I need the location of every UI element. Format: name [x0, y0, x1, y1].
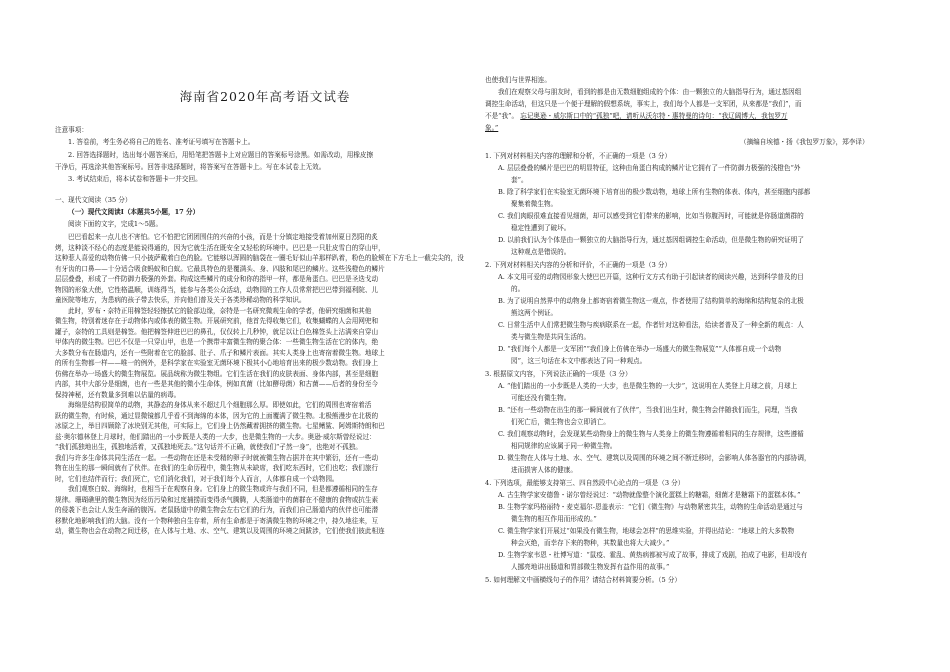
answer-option: 套”。	[511, 176, 528, 184]
answer-option: D. 以前我们认为个体是由一颗独立的大脑指导行为，通过基因组调控生命活动，但是微生物的研究证明了	[498, 236, 804, 244]
answer-option: 们死亡后，微生物也会立即消亡。	[511, 418, 610, 426]
passage-line: 烤，这种淡不经心的态度是能说得通的，因为它就生活在既安全又轻松的环境中。巴巴是一只肚皮雪白的穿山甲，	[55, 243, 385, 252]
subsection-heading: （一）现代文阅读Ⅰ（本题共5小题，17 分）	[68, 208, 200, 216]
question-stem: 5. 如何理解文中画横线句子的作用？请结合材料简要分析。（5 分）	[485, 576, 682, 584]
answer-option: A. 古生物学家安德鲁・诺尔曾经说过：“动物就像整个演化蛋糕上的糖霜，细菌才是糖霜下的蛋糕本体。”	[498, 491, 801, 499]
answer-option: 微生物的相互作用而形成的。”	[511, 515, 597, 523]
answer-option: C. 日常生活中人们常把微生物与疾病联系在一起，作者针对这种看法，给读者普及了一种全新的观点：人	[498, 321, 804, 329]
underlined-quote: 忘记奥逊・威尔斯口中的“孤独”吧，请听从沃尔特・惠特曼的诗句：“我辽阔博大，我包罗万	[520, 112, 788, 120]
answer-option: C. 我们观察动物时，会发现某些动物身上的微生物与人类身上的微生物遵循着相同的生存规律，这些遵循	[498, 430, 804, 438]
passage-line: 调控生命活动，但这只是一个便于理解的假想系统，事实上，我们每个人都是一支军团，从来都是“我们”，而	[485, 100, 802, 108]
answer-option: 类与微生物是共同生活的。	[511, 333, 591, 341]
answer-option: 聚集着微生物。	[511, 200, 558, 208]
answer-option: D. 生物学家韦恩・杜博写道：“鼠疫、霍乱、黄热病都被写成了故事，排成了戏剧，拍成了电影，但却没有	[498, 551, 808, 559]
answer-option: 熊这两个例证。	[511, 309, 558, 317]
answer-option: D. “我们每个人都是一支军团”“我们身上仿佛在举办一场盛大的微生物展览”“人体都自成一个动物	[498, 345, 782, 353]
question-stem: 4. 下列选项，最能够支持第三、四自然段中心论点的一项是（3 分）	[485, 479, 685, 487]
passage-line: 保持神秘，还有数量多到难以估量的病毒。	[55, 390, 181, 399]
passage-line: 的所有生物都一样——唯一的例外，是科学家在实验室无菌环境下极其小心地培育出来的极少数动物。我们身上	[55, 359, 379, 367]
passage-line: 甲体内的微生物。巴巴不仅是一只穿山甲，也是一个携带丰富微生物的聚合体：一些微生物生活在它的体内，绝	[55, 338, 379, 346]
answer-option: B. 除了科学家们在实验室无菌环境下培育出的极少数动物，地球上所有生物的体表、体内，甚至细胞内部都	[498, 188, 811, 196]
answer-option: 进而损害人体的健康。	[511, 466, 577, 474]
passage-text: 不是“我”。	[485, 112, 519, 120]
passage-line: “我们孤独地出生，孤独地活着，又孤独地死去。”这句话并不正确，就使我们“孑然一身”，也绝对不孤独。	[55, 443, 362, 451]
answer-option: 种会灭绝，而幸存下来的物种，其数量也将大大减少。”	[511, 539, 670, 547]
answer-option: D. 微生物在人体与土地、水、空气、建筑以及周围的环境之间不断迁移时，会影响人体各器官的内部协调，	[498, 454, 811, 462]
answer-option: C. 微生物学家们开展过“如果没有微生物，地球会怎样”的思维实验，并得出结论：“地球上的大多数物	[498, 527, 795, 535]
passage-line: 跃的微生物，有时候，通过显微镜都几乎看不到海绵的本体，因为它的上面覆满了微生物。北极熊漫步在北极的	[55, 411, 379, 420]
passage-line: 时，它们也结伴而行；我们死亡，它们消化我们，对于我们每个人而言，人体都自成一个动物园。	[55, 474, 339, 483]
answer-option: B. 为了说明自然界中的动物身上都寄宿着微生物这一观点，作者使用了结构简单的海绵和结构复杂的北极	[498, 297, 804, 305]
passage-line: 微生物，特别着迷存在于动物体内或体表的微生物。开展研究前，他首先得收集它们，收集蝴蝶的人会用网兜和	[55, 317, 379, 325]
answer-option: 相同规律的应该属于同一种微生物。	[511, 442, 617, 450]
passage-line: 物园的形象大使，它性格温顺，训练得当，能参与各类公众活动，动物园的工作人员常常把巴巴带到福利院、儿	[55, 285, 379, 294]
passage-line: 层层叠叠，形成了一件防御力极强的外套。构成这些鳞片的成分和你的指甲一样，都是角蛋白。巴巴是圣迭戈动	[55, 275, 379, 283]
passage-line: 罐子，奈特的工具则是棉签。他把棉签伸进巴巴的鼻孔，仅仅转上几秒钟，就足以让白色棉签头上沾满来自穿山	[55, 327, 379, 336]
answer-option: 这种观点是错误的。	[511, 248, 571, 256]
passage-line: 童医院等地方，为患病的孩子带去快乐，并向他们普及关于各类珍稀动物的科学知识。	[55, 296, 306, 304]
passage-line: 巴巴看起来一点儿也不害怕。它不怕把它团团围住的兴奋的小孩，而是十分镇定地接受着加州夏日烈阳的炙	[68, 233, 378, 241]
page-title: 海南省2020年高考语文试卷	[179, 89, 351, 104]
answer-option: 稳定性遭到了破坏。	[511, 224, 571, 232]
answer-option: A. “他们踏出的一小步既是人类的一大步，也是微生物的一大步”，这说明在人类登上月球之前，月球上	[498, 382, 798, 390]
answer-option: A. 层层叠叠的鳞片是巴巴的明显特征，这种由角蛋白构成的鳞片让它拥有了一件防御力极强的浅橙色“外	[498, 164, 801, 172]
question-stem: 1. 下列对材料相关内容的理解和分析，不正确的一项是（3 分）	[485, 152, 672, 160]
passage-line: 移默化地影响我们的大脑。没有一个物种独自生存着，所有生命都是于寄满微生物的环境之中，持久地往来，互	[55, 516, 379, 525]
passage-line: 这种惹人喜爱的动物仿佛一只小披萨戴着白色的脸。它能够以浑圆的脑袋在一圈毛好似山羊那样趴着，粉色的脸颊在下方毛上一截尖尖的，没	[55, 254, 464, 262]
passage-line: 规律。珊瑚礁里的微生物因为经历污染和过度捕捞而变得杀气腾腾，人类肠道中的菌群在不健康的食物或抗生素	[55, 495, 379, 504]
source-citation: （摘编自埃德・扬《我包罗万象》，郑李译）	[740, 138, 869, 146]
answer-option: 可能还没有微生物。	[511, 394, 571, 402]
notice-item: 1. 答卷前，考生务必将自己的姓名、准考证号填写在答题卡上。	[68, 138, 255, 146]
passage-line: 有牙齿的口鼻——十分适合吸食蚂蚁和白蚁。它最具特色的是覆满头、身、四肢和尾巴的鳞片。这些浅橙色的鳞片	[55, 264, 385, 273]
question-stem: 3. 根据原文内容，下列说法正确的一项是（3 分）	[485, 370, 632, 378]
answer-option: 人挪亮地讲出肠道和胃部微生物发挥有益作用的故事。”	[511, 563, 670, 571]
passage-line: 也使我们与世界相连。	[485, 76, 551, 84]
notice-item: 3. 考试结束后，将本试卷和答题卡一并交回。	[68, 175, 202, 183]
passage-line	[485, 123, 498, 133]
underlined-quote-tail: 象。”	[485, 124, 499, 132]
answer-option: 园”，这三句话在本文中都表达了同一种观点。	[511, 357, 647, 365]
answer-option: A. 本文用可爱的动物园形象大使巴巴开篇，这种行文方式有助于引起读者的阅读兴趣，达到科学普及的目	[498, 273, 804, 281]
answer-option: 的。	[511, 285, 525, 293]
passage-line: 我们观察白蚁、海绵时，也相当于在观察自身。它们身上的微生物或许与我们不同，但是都遵循相同的生存	[68, 485, 378, 493]
passage-line: 内部，其中大部分是细菌，也有一些是其他的微小生命体，例如真菌（比如酵母菌）和古菌——后者的身份至今	[55, 380, 379, 388]
reading-instruction: 阅读下面的文字，完成1～5题。	[68, 220, 163, 228]
question-stem: 2. 下列对材料相关内容的分析和评价，不正确的一项是（3 分）	[485, 261, 672, 269]
answer-option: C. 我们肉眼很难直接看见细菌，却可以感受到它们带来的影响，比如当你腹泻时，可能就是你肠道菌群的	[498, 212, 804, 220]
passage-line: 此时，罗布・奈特正用棉签轻轻擦拭它的脸部边缘，奈特是一名研究微观生命的学者，他研究细菌和其他	[68, 306, 372, 315]
passage-line: 大多数分布在肠道内，还有一些附着在它的脸部、肚子、爪子和鳞片表面。其实人类身上也寄宿着微生物。地球上	[55, 348, 385, 357]
passage-line: 我们与许多生命体共同生活在一起。一些动物在还是未受精的卵子时就被微生物占据并在其中繁衍，还有一些动	[55, 453, 379, 462]
passage-line: 动，微生物也会在动物之间迁移，在人体与土地、水、空气、建筑以及周围的环境之间跋涉，它们使我们彼此相连	[55, 527, 385, 535]
passage-line: 冰原之上，举目四顾除了冰块别无其他，可实际上，它们身上仍然藏着拥挤的微生物。七星鳍鲨、阿姆斯特朗和巴	[55, 422, 385, 430]
notice-item: 干净后，再选涂其他答案标号。回答非选择题时，将答案写在答题卡上。写在本试卷上无效。	[55, 163, 326, 171]
answer-option: B. “还有一些动物在出生的那一瞬间就有了伙伴”，当我们出生时，微生物会伴随我们而生，同理，当我	[498, 406, 798, 414]
passage-line: 物在出生的那一瞬间就有了伙伴。在我们的生命历程中，微生物从未缺席，我们吃东西时，它们也吃；我们旅行	[55, 464, 379, 472]
notice-item: 2. 回答选择题时，选出每小题答案后，用铅笔把答题卡上对应题目的答案标号涂黑。如需改动，用橡皮擦	[68, 151, 374, 159]
passage-line	[485, 111, 788, 121]
passage-line: 的侵袭下也会让人发生奔涌的腹泻。老鼠肠道中的微生物会左右它们的行为，而我们自己肠道内的伙伴也可能潜	[55, 506, 379, 514]
notice-heading: 注意事项：	[55, 126, 88, 134]
passage-line: 我们在观察父母与朋友时，看到的都是由无数细胞组成的个体：由一颗独立的大脑指导行为，通过基因组	[498, 88, 802, 96]
passage-line: 仿佛在举办一场盛大的微生物展览。展品统称为微生物组。它们生活在我们的皮肤表面、身体内部，甚至是细胞	[55, 369, 379, 378]
answer-option: B. 生物学家玛格丽特・麦克福尔-恩盖表示：“它们《微生物》与动物紧密共生，动物的生命活动是通过与	[498, 503, 803, 511]
passage-line: 兹·奥尔德林登上月球时，他们踏出的一小步既是人类的一大步，也是微生物的一大步。奥逊·威尔斯曾经说过：	[55, 432, 376, 441]
passage-line: 海绵是结构很简单的动物，其静态的身体从来不超过几个细胞那么厚。即使如此，它们的周围也寄宿着活	[68, 401, 372, 409]
section-heading: 一、现代文阅读（35 分）	[55, 196, 132, 204]
